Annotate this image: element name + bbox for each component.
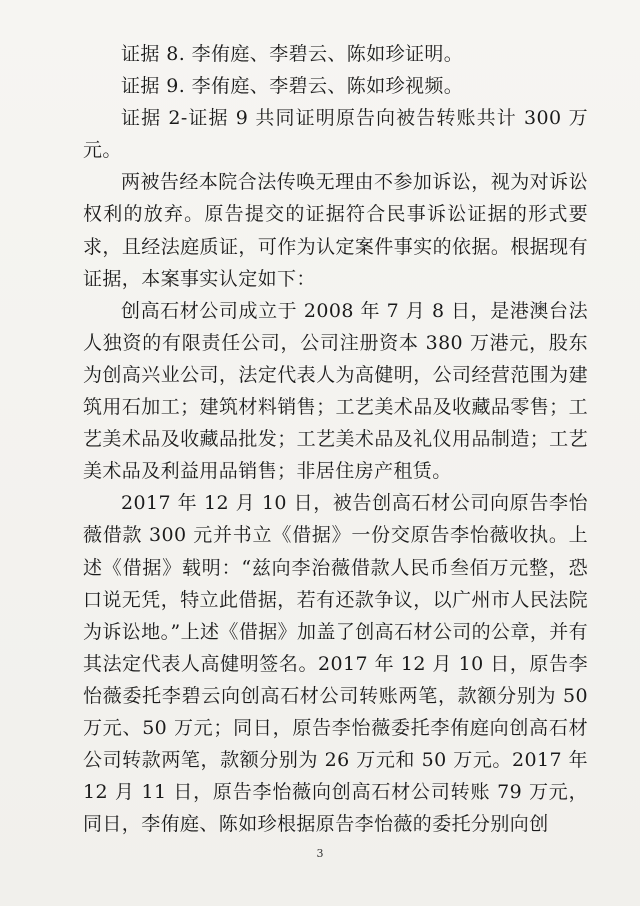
- page-number: 3: [316, 847, 324, 860]
- paragraph-company-info: 创高石材公司成立于 2008 年 7 月 8 日，是港澳台法人独资的有限责任公司，公司注册资本 380 万港元，股东为创高兴业公司，法定代表人为高健明，公司经营范围为建筑用石加工；建筑材料销售；工艺美术品及收藏品零售；工艺美术品及收藏品批发；工艺美术品及礼仪用品制造；工艺美术品及利益用品销售；非居住房产租赁。: [83, 299, 588, 483]
- paragraph-evidence-8: 证据 8. 李侑庭、李碧云、陈如珍证明。: [121, 43, 464, 65]
- paragraph-loan-facts: 2017 年 12 月 10 日，被告创高石材公司向原告李怡薇借款 300 元并书立《借据》一份交原告李怡薇收执。上述《借据》载明：“兹向李治薇借款人民币叁佰万元整，恐口说无凭，特立此借据，若有还款争议，以广州市人民法院为诉讼地。”上述《借据》加盖了创高石材公司的公章，并有其法定代表人高健明签名。2017 年 12 月 10 日，原告李怡薇委托李碧云向创高石材公司转账两笔，款额分别为 50 万元、50 万元；同日，原告李怡薇委托李侑庭向创高石材公司转款两笔，款额分别为 26 万元和 50 万元。2017 年 12 月 11 日，原告李怡薇向创高石材公司转账 79 万元，同日，李侑庭、陈如珍根据原告李怡薇的委托分别向创: [83, 492, 589, 836]
- paragraph-evidence-9: 证据 9. 李侑庭、李碧云、陈如珍视频。: [121, 75, 464, 98]
- paragraph-defendant-absence: 两被告经本院合法传唤无理由不参加诉讼，视为对诉讼权利的放弃。原告提交的证据符合民事诉讼证据的形式要求，且经法庭质证，可作为认定案件事实的依据。根据现有证据，本案事实认定如下：: [83, 171, 588, 290]
- body-text: [83, 38, 588, 840]
- paragraph-evidence-summary: 证据 2-证据 9 共同证明原告向被告转账共计 300 万元。: [83, 107, 588, 162]
